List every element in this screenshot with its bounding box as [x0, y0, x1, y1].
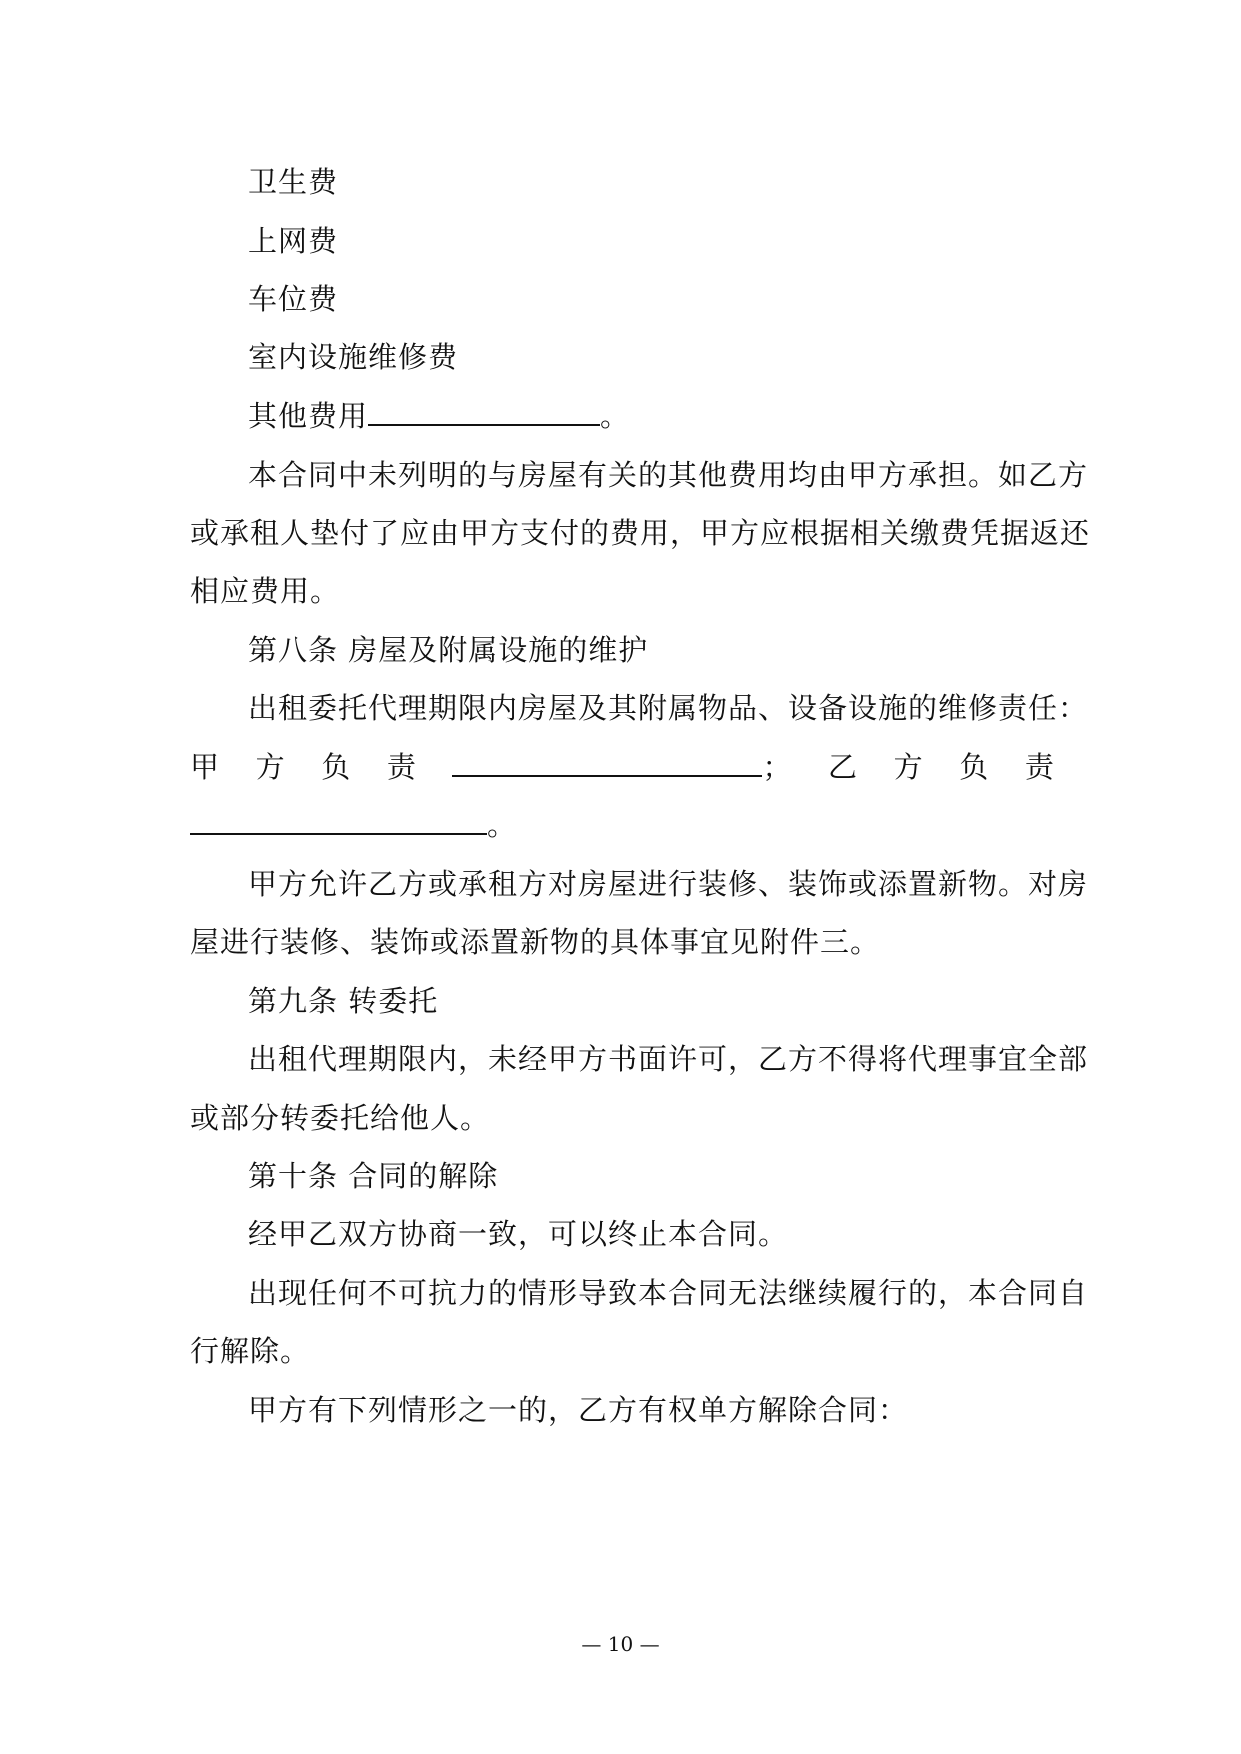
char: 责: [1024, 750, 1055, 784]
paragraph-line: 相应费用。: [190, 574, 341, 608]
paragraph-line: 屋进行装修、装饰或添置新物的具体事宜见附件三。: [190, 925, 881, 959]
paragraph-line: 本合同中未列明的与房屋有关的其他费用均由甲方承担。如乙方: [248, 458, 1089, 492]
fee-item-internet: 上网费: [248, 224, 339, 258]
paragraph-line: 出租委托代理期限内房屋及其附属物品、设备设施的维修责任：: [248, 691, 1089, 725]
paragraph-line: 出租代理期限内，未经甲方书面许可，乙方不得将代理事宜全部: [248, 1042, 1089, 1076]
char: 负: [959, 750, 990, 784]
paragraph-line: 出现任何不可抗力的情形导致本合同无法继续履行的，本合同自: [248, 1276, 1089, 1310]
line-end: 。: [487, 808, 518, 842]
fee-item-maintenance: 室内设施维修费: [248, 340, 459, 374]
paragraph-line: 或部分转委托给他人。: [190, 1101, 491, 1135]
char: 方: [255, 750, 286, 784]
char: 方: [893, 750, 924, 784]
article-heading-8: 第八条 房屋及附属设施的维护: [248, 633, 649, 667]
party-b-blank-line: [190, 805, 1055, 845]
other-fee-blank: [368, 398, 600, 426]
char: 乙: [828, 750, 859, 784]
fee-item-sanitation: 卫生费: [248, 165, 339, 199]
other-fee-end: 。: [600, 399, 631, 433]
paragraph-line: 甲方允许乙方或承租方对房屋进行装修、装饰或添置新物。对房: [248, 867, 1089, 901]
party-a-blank: ；: [452, 747, 792, 787]
char: 甲: [190, 750, 221, 784]
article-heading-9: 第九条 转委托: [248, 984, 439, 1018]
article-heading-10: 第十条 合同的解除: [248, 1159, 499, 1193]
responsibility-line: [190, 747, 1055, 787]
char: 负: [321, 750, 352, 784]
party-b-blank: [190, 807, 487, 835]
page-number: — 10 —: [581, 1632, 660, 1656]
char: 责: [386, 750, 417, 784]
fee-item-other: [248, 396, 1055, 436]
paragraph-line: 甲方有下列情形之一的，乙方有权单方解除合同：: [248, 1393, 909, 1427]
paragraph-line: 行解除。: [190, 1334, 311, 1368]
paragraph-line: 经甲乙双方协商一致，可以终止本合同。: [248, 1217, 789, 1251]
other-fee-label: 其他费用: [248, 399, 369, 433]
paragraph-line: 或承租人垫付了应由甲方支付的费用，甲方应根据相关缴费凭据返还: [190, 516, 1091, 550]
fee-item-parking: 车位费: [248, 282, 339, 316]
